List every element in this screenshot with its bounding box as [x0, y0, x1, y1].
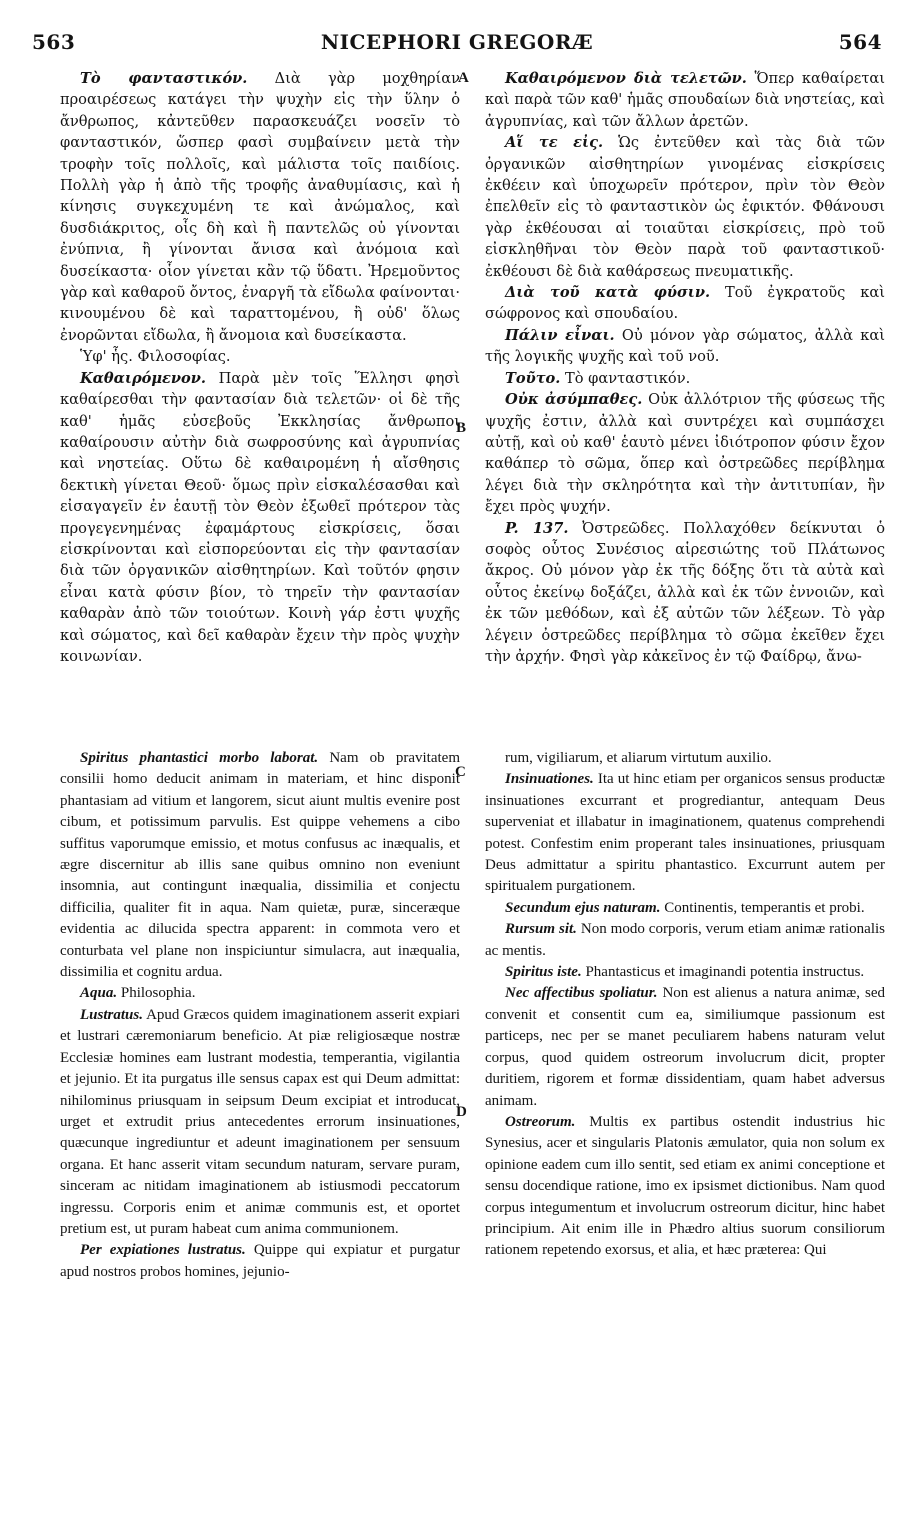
paragraph-text: Multis ex partibus ostendit industrius hic Synesius, acer et singularis Platonis æmulator, quia non solum ex opinione eadem cum illo sentit, sed etiam ex animi conceptione et sensu docendique ratione, imo ex ipsismet dictionibus. Nam quod corpus integumentum et involucrum ostreorum dicitur, hinc habet principium. Ait enim ille in Phædro altius suorum consiliorum rationem repetendo exorsus, et alia, et hæc præterea: Qui: [485, 1113, 885, 1259]
lemma-heading: Καθαιρόμενον διὰ τελετῶν.: [505, 70, 747, 87]
lemma-heading: Spiritus iste.: [505, 964, 582, 981]
commentary-paragraph: [485, 898, 885, 919]
paragraph-text: Apud Græcos quidem imaginationem asserit expiari et lustrari cæremoniarum beneficio. At piæ religiosæque nostræ Ecclesiæ homines eam lustrant modestia, temperantia, vigilantia et jejunio. Et ita purgatus ille sensus capax est qui Deum admittat: nihilominus priusquam in seipsum Deum excipiat et introducat, urget et extrudit prius antecedentes errorum insinuationes, quæcunque ingrediuntur et adeunt imaginationem per sensuum organa. Et hanc asserit vitam secundum naturam, servare puram, sinceram ac nitidam imaginationem ab istiusmodi peccatorum ingressu. Corporis enim et animæ communis est, et oportet pretium est, ut puram habeat cum anima communionem.: [60, 1006, 460, 1237]
commentary-paragraph: [60, 368, 460, 668]
paragraph-text: Continentis, temperantis et probi.: [660, 899, 865, 916]
page-number-right: 564: [838, 30, 882, 54]
paragraph-text: Ὡς ἐντεῦθεν καὶ τὰς διὰ τῶν ὀργανικῶν αἰσθητηρίων γινομένας εἰσκρίσεις ἐκθέειν καὶ ὑποχωρεῖν πρότερον, πρὶν τὸν Θεὸν ἐπελθεῖν εἰς τὸ φανταστικὸν ὡς ἐφικτόν. Φθάνουσι γὰρ ἐκθέουσαι αἱ τοιαῦται εἰσκρίσεις, πρὸ τοῦ εἰσκληθῆναι τὸν Θεὸν παρὰ τοῦ φανταστικοῦ· ἐκθέουσι δὲ διὰ καθάρσεως πνευματικῆς.: [485, 134, 885, 280]
page-header: [32, 30, 882, 60]
latin-translation-left-column: [60, 748, 460, 1283]
lemma-heading: Aqua.: [80, 985, 118, 1002]
paragraph-text: Τὸ φανταστικόν.: [560, 369, 691, 387]
lemma-heading: Πάλιν εἶναι.: [505, 326, 615, 344]
lemma-heading: Lustratus.: [80, 1006, 143, 1023]
lemma-heading: Per expiationes lustratus.: [80, 1242, 246, 1259]
paragraph-text: Οὐ μόνον γὰρ σώματος, ἀλλὰ καὶ τῆς λογικῆς ψυχῆς καὶ τοῦ νοῦ.: [485, 326, 885, 366]
commentary-paragraph: [60, 983, 460, 1004]
margin-marker-a: A: [458, 70, 469, 86]
lemma-heading: Καθαιρόμενον.: [80, 369, 206, 387]
commentary-paragraph: [485, 1112, 885, 1262]
paragraph-text: Ita ut hinc etiam per organicos sensus productæ insinuationes excurrant et progrediantur, antequam Deus superveniat et illabatur in imaginationem, quatenus comprehendi potest. Confestim enim properant tales insinuationes, priusquam Deus admittatur a spiritu phantastico. Excurrunt autem per spiritualem purgationem.: [485, 771, 885, 895]
paragraph-text: Οὐκ ἀλλότριον τῆς φύσεως τῆς ψυχῆς ἐστιν, ἀλλὰ καὶ συντρέχει καὶ συμπάσχει αὐτῇ, καὶ οὐ καθ' ἑαυτὸ μένει ἰδιότροπον φύσιν ἔχον καθάπερ τὸ σῶμα, ὅπερ καὶ ὀστρεῶδες περίβλημα λέγει διὰ τὴν σκληρότητα καὶ τὴν ἀντιτυπίαν, ἣν ἔχει πρὸς ψυχήν.: [485, 391, 886, 516]
greek-commentary-right-column: [485, 68, 885, 667]
commentary-paragraph: [485, 983, 885, 1111]
margin-marker-b: B: [456, 420, 467, 436]
margin-marker-c: C: [455, 764, 466, 780]
latin-translation-right-column: [485, 748, 885, 1262]
paragraph-text: Ὀστρεῶδες. Πολλαχόθεν δείκνυται ὁ σοφὸς οὗτος Συνέσιος αἱρεσιώτης τοῦ Πλάτωνος ἄκρος. Οὐ μόνον γὰρ ἐκ τῆς δόξης ὅτι τὰ αὐτὰ καὶ οὗτος ἐκείνῳ δοξάζει, ἀλλὰ καὶ ἐκ τῶν ἐννοιῶν, καὶ ἐκ τῶν μεθόδων, καὶ ἐξ αὐτῶν τῶν λέξεων. Τὸ γὰρ λέγειν ὀστρεῶδες περίβλημα τὸ σῶμα ἐκεῖθεν ἔχει τὴν ἀρχήν. Φησὶ γὰρ κἀκεῖνος ἐν τῷ Φαίδρῳ, ἄνω-: [485, 519, 886, 665]
commentary-paragraph: [485, 919, 885, 962]
commentary-paragraph: [60, 1240, 460, 1283]
commentary-paragraph: [485, 368, 885, 389]
commentary-paragraph: [485, 132, 885, 282]
running-title: NICEPHORI GREGORÆ: [320, 30, 594, 54]
lemma-heading: Διὰ τοῦ κατὰ φύσιν.: [505, 284, 711, 302]
lemma-heading: Nec affectibus spoliatur.: [505, 985, 658, 1002]
lemma-heading: Αἵ τε εἰς.: [505, 134, 604, 152]
paragraph-text: Διὰ γὰρ μοχθηρίαν προαιρέσεως κατάγει τὴν ψυχὴν εἰς τὴν ὕλην ὁ ἄνθρωπος, κἀντεῦθεν παρασκευάζει νοσεῖν τὸ φανταστικόν, ὥσπερ φασὶ συμβαίνειν μετὰ τὴν τροφὴν τοῖς πολλοῖς, καὶ μάλιστα τοῖς παιδίοις. Πολλὴ γὰρ ἡ ἀπὸ τῆς τροφῆς ἀναθυμίασις, καὶ ἡ κίνησις συγκεχυμένη τε καὶ ἀνώμαλος, καὶ δυσδιάκριτος, οἷς δὴ καὶ ἢ παντελῶς οὐ γίνονται ἐνύπνια, ἢ γίνονται ἄνισα καὶ ἀνόμοια καὶ δυσείκαστα· οἷον γίνεται κἂν τῷ ὕδατι. Ἠρεμοῦντος γὰρ καὶ καθαροῦ ὄντος, ἐναργῆ τὰ εἴδωλα φαίνονται· κινουμένου δὲ καὶ ταραττομένου, ἢ οὐδ' ὅλως ἐνορῶνται εἴδωλα, ἢ ἄνομοια καὶ δυσείκαστα.: [60, 70, 460, 344]
paragraph-text: Non modo corporis, verum etiam animæ rationalis ac mentis.: [485, 921, 885, 959]
lemma-heading: Spiritus phantastici morbo laborat.: [80, 750, 319, 766]
paragraph-text: Non est alienus a natura animæ, sed convenit et consentit cum ea, similiumque passionum est particeps, nec per se manet peculiarem habens naturam velut corpus, quod quidem ostreorum involucrum dicit, propter duritiem, rigorem et formæ dissidentiam, quam habet adversus animam.: [485, 985, 885, 1109]
lemma-heading: Τὸ φανταστικόν.: [80, 70, 248, 87]
paragraph-text: rum, vigiliarum, et aliarum virtutum auxilio.: [505, 750, 772, 766]
commentary-paragraph: [485, 962, 885, 983]
commentary-paragraph: [485, 389, 885, 517]
lemma-heading: Τοῦτο.: [505, 369, 561, 387]
commentary-paragraph: [60, 748, 460, 983]
page-number-left: 563: [32, 30, 76, 54]
lemma-heading: Rursum sit.: [505, 921, 577, 938]
lemma-heading: Οὐκ ἀσύμπαθες.: [505, 391, 643, 409]
commentary-paragraph: [485, 282, 885, 325]
lemma-heading: Secundum ejus naturam.: [505, 899, 661, 916]
commentary-paragraph: [60, 1005, 460, 1240]
paragraph-text: Nam ob pravitatem consilii homo deducit animam in materiam, et hinc disponit phantasiam ad vitium et langorem, sicut aiunt multis evenire post cibum, et potissimum parvulis. Est quippe vehemens a cibo suffitus vaporumque emissio, et motus confusus ac inæqualis, et ægre discernitur ab illis sane quibus omnino non eveniunt insomnia, aut contingunt inæqualia, dissimilia et conjectu difficilia, qualiter fit in aqua. Nam quietæ, puræ, sinceræque evidentia ac dilucida spectra apparent: in commota vero et conturbata vel plane non inspiciuntur simulacra, aut inæqualia, dissimilia et cognitu ardua.: [60, 750, 460, 981]
paragraph-text: Phantasticus et imaginandi potentia instructus.: [581, 964, 865, 981]
commentary-paragraph: [60, 346, 460, 367]
commentary-paragraph: [60, 68, 460, 346]
paragraph-text: Philosophia.: [117, 985, 196, 1002]
greek-commentary-left-column: [60, 68, 460, 667]
paragraph-text: Ὅπερ καθαίρεται καὶ παρὰ τῶν καθ' ἡμᾶς σπουδαίων διὰ νηστείας, καὶ ἀγρυπνίας, καὶ τῶν ἄλλων ἀρετῶν.: [485, 70, 885, 130]
commentary-paragraph: [485, 769, 885, 897]
lemma-heading: Insinuationes.: [505, 771, 594, 788]
lemma-heading: Ostreorum.: [505, 1113, 576, 1130]
paragraph-text: Quippe qui expiatur et purgatur apud nostros probos homines, jejunio-: [60, 1242, 460, 1280]
paragraph-text: Τοῦ ἐγκρατοῦς καὶ σώφρονος καὶ σπουδαίου.: [485, 284, 885, 323]
commentary-paragraph: [485, 325, 885, 368]
margin-marker-d: D: [456, 1104, 467, 1120]
lemma-heading: P. 137.: [505, 519, 569, 537]
paragraph-text: Ὑφ' ἧς. Φιλοσοφίας.: [80, 348, 231, 366]
commentary-paragraph: [485, 748, 885, 769]
paragraph-text: Παρὰ μὲν τοῖς Ἕλλησι φησὶ καθαίρεσθαι τὴν φαντασίαν διὰ τελετῶν· οἱ δὲ τῆς καθ' ἡμᾶς εὐσεβοῦς Ἐκκλησίας ἄνθρωποι καθαίρουσιν αὐτὴν διὰ σωφροσύνης καὶ ἀγρυπνίας καὶ νηστείας. Οὕτω δὲ καθαιρομένη ἡ αἴσθησις δεκτικὴ γίνεται Θεοῦ· ὅμως πρὶν εἰσκαλέσασθαι καὶ εἰσαγαγεῖν ἐν ἑαυτῇ τὸν Θεὸν ἐξωθεῖ πρότερον τὰς προγεγενημένας ἐφαμάρτους εἰσκρίσεις, ὅσαι εἰσκρίνονται καὶ εἰσπορεύονται εἰς τὴν φαντασίαν διὰ τῶν ὀργανικῶν αἰσθητηρίων. Καὶ τοῦτόν φησιν εἶναι κατὰ φύσιν βίον, τὸ τηρεῖν τὴν φαντασίαν καθαρὰν ἀπὸ τῶν τοιούτων. Κοινὴ γάρ ἐστι ψυχῆς καὶ σώματος, καὶ δεῖ καθαρὰν ἔχειν τὴν πρὸς ψυχὴν κοινωνίαν.: [60, 369, 460, 665]
commentary-paragraph: [485, 68, 885, 132]
commentary-paragraph: [485, 518, 885, 668]
